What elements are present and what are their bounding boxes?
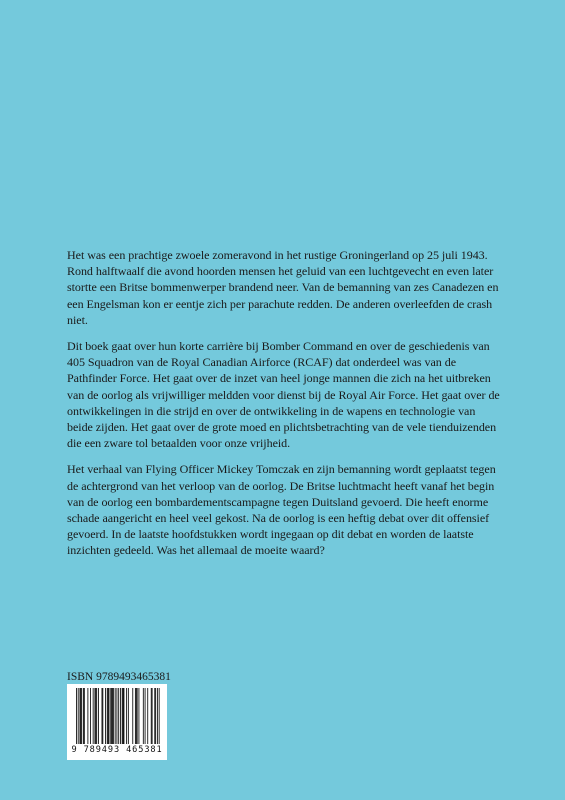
barcode-bar: [132, 688, 133, 744]
barcode-bar: [80, 688, 81, 744]
barcode-bar: [96, 688, 97, 744]
barcode-bar: [115, 688, 116, 744]
barcode-bar: [128, 688, 129, 744]
barcode-guard-bar: [157, 688, 158, 748]
barcode-bar: [93, 688, 94, 744]
barcode-guard-bar: [116, 688, 117, 748]
barcode-bar: [151, 688, 152, 744]
barcode-digits: 9 789493 465381: [67, 744, 167, 756]
barcode-bar: [154, 688, 155, 744]
barcode-bar: [124, 688, 125, 744]
isbn-label: ISBN 9789493465381: [67, 671, 171, 683]
barcode-bar: [98, 688, 99, 744]
barcode-bar: [112, 688, 113, 744]
blurb-paragraph-3: Het verhaal van Flying Officer Mickey Tomczak en zijn bemanning wordt geplaatst tegen de achtergrond van het verloop van de oorlog. De Britse luchtmacht heeft vanaf het begin van de oorlog een bombardementscampagne tegen Duitsland gevoerd. Die heeft enorme schade aangericht en heel veel gekost. Na de oorlog is een heftig debat over dit offensief gevoerd. In de laatste hoofdstukken wordt ingegaan op dit debat en worden de laatste inzichten gedeeld. Was het allemaal de moeite waard?: [67, 462, 496, 558]
barcode-bar: [84, 688, 85, 744]
barcode-bars: [67, 684, 167, 748]
barcode-bar: [137, 688, 138, 744]
blurb-paragraph-2: Dit boek gaat over hun korte carrière bij Bomber Command en over de geschiedenis van 405 Squadron van de Royal Canadian Airforce (RCAF) dat onderdeel was van de Pathfinder Force. Het gaat over de inzet van heel jonge mannen die zich na het uitbreken van de oorlog als vrijwilliger meldden voor dienst bij de Royal Air Force. Het gaat over de ontwikkelingen in die strijd en over de ontwikkeling in de wapens en technologie van beide zijden. Het gaat over de grote moed en plichtsbetrachting van de vele tienduizenden die een zware tol betaalden voor onze vrijheid.: [67, 339, 500, 451]
barcode-bar: [95, 688, 96, 744]
barcode-bar: [105, 688, 106, 744]
barcode-bar: [122, 688, 123, 744]
barcode-bar: [143, 688, 144, 744]
barcode-bar: [135, 688, 136, 744]
barcode-bar: [120, 688, 121, 744]
barcode-bar: [83, 688, 84, 744]
barcode-guard-bar: [78, 688, 79, 748]
barcode-guard-bar: [159, 688, 160, 748]
barcode-bar: [126, 688, 127, 744]
barcode-bar: [136, 688, 137, 744]
barcode-guard-bar: [118, 688, 119, 748]
barcode-bar: [147, 688, 148, 744]
barcode-bar: [123, 688, 124, 744]
barcode-bar: [90, 688, 91, 744]
barcode-bar: [138, 688, 139, 744]
barcode-bar: [152, 688, 153, 744]
blurb-text: [67, 247, 503, 569]
barcode-bar: [108, 688, 109, 744]
blurb-paragraph-1: Het was een prachtige zwoele zomeravond in het rustige Groningerland op 25 juli 1943. Rond halftwaalf die avond hoorden mensen het geluid van een luchtgevecht en even later stortte een Britse bommenwerper brandend neer. Van de bemanning van zes Canadezen en een Engelsman kon er eentje zich per parachute redden. De anderen overleefden de crash niet.: [67, 248, 499, 327]
barcode-bar: [87, 688, 88, 744]
barcode-bar: [102, 688, 103, 744]
barcode-bar: [145, 688, 146, 744]
barcode-bar: [94, 688, 95, 744]
barcode-bar: [155, 688, 156, 744]
barcode-bar: [81, 688, 82, 744]
barcode-bar: [111, 688, 112, 744]
barcode-bar: [110, 688, 111, 744]
isbn-barcode: [67, 684, 167, 760]
barcode-bar: [109, 688, 110, 744]
barcode-bar: [113, 688, 114, 744]
barcode-guard-bar: [76, 688, 77, 748]
barcode-bar: [107, 688, 108, 744]
barcode-bar: [80, 688, 81, 744]
barcode-bar: [102, 688, 103, 744]
